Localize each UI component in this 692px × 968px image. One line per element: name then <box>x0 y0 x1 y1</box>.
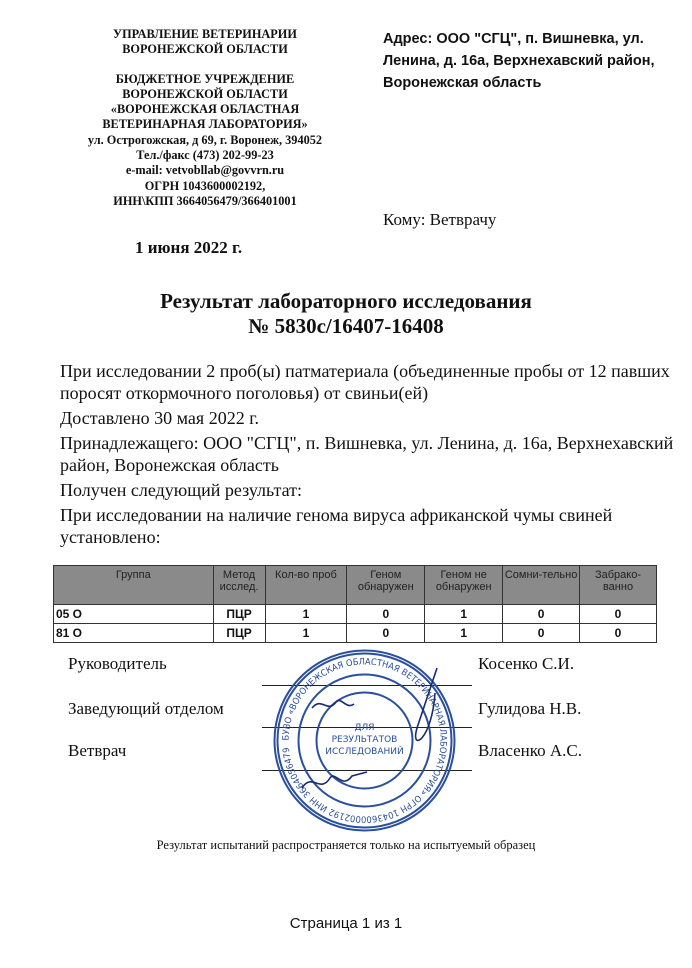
org-header-line: ул. Острогожская, д 69, г. Воронеж, 394052 <box>87 132 323 147</box>
body-text <box>60 360 675 551</box>
table-row <box>54 605 657 624</box>
table-cell: ПЦР <box>213 605 265 624</box>
document-date: 1 июня 2022 г. <box>135 238 243 257</box>
official-stamp <box>272 648 457 833</box>
title-line-2: № 5830с/16407-16408 <box>248 314 444 338</box>
org-header-line: e-mail: vetvobllab@govvrn.ru <box>125 163 285 178</box>
results-table <box>53 565 657 643</box>
table-cell: 1 <box>425 605 503 624</box>
org-header-line: ВЕТЕРИНАРНАЯ ЛАБОРАТОРИЯ» <box>102 117 308 132</box>
org-header-line: ИНН\КПП 3664056479/366401001 <box>113 193 297 208</box>
table-cell: 1 <box>265 605 347 624</box>
org-header-line: «ВОРОНЕЖСКАЯ ОБЛАСТНАЯ <box>110 102 300 117</box>
signature-role: Руководитель <box>68 654 167 673</box>
stamp-outer-text: БУВО «ВОРОНЕЖСКАЯ ОБЛАСТНАЯ ВЕТЕРИНАРНАЯ ЛАБОРАТОРИЯ» ОГРН 1043600002192 ИНН 3664056479 <box>281 657 448 824</box>
org-header-line: ВОРОНЕЖСКОЙ ОБЛАСТИ <box>122 42 288 57</box>
column-header: Забрако-ванно <box>580 566 657 605</box>
page-number: Страница 1 из 1 <box>289 915 403 932</box>
body-paragraph: При исследовании на наличие генома вируса африканской чумы свиней установлено: <box>60 505 613 547</box>
organization-header <box>50 27 360 209</box>
body-paragraph: Получен следующий результат: <box>60 480 303 500</box>
disclaimer-note: Результат испытаний распространяется только на испытуемый образец <box>156 838 536 852</box>
table-cell: 1 <box>265 624 347 643</box>
address: Адрес: ООО "СГЦ", п. Вишневка, ул. Ленина, д. 16а, Верхнехавский район, Воронежская область <box>383 31 655 91</box>
body-paragraph: Доставлено 30 мая 2022 г. <box>60 408 260 428</box>
table-cell: 81 О <box>54 624 214 643</box>
table-cell: 05 О <box>54 605 214 624</box>
table-cell: 0 <box>580 624 657 643</box>
column-header: Метод исслед. <box>213 566 265 605</box>
recipient: Кому: Ветврачу <box>383 210 497 229</box>
column-header: Геном не обнаружен <box>425 566 503 605</box>
table-cell: 0 <box>347 605 425 624</box>
signature-role: Ветврач <box>68 741 127 760</box>
org-header-line: ВОРОНЕЖСКОЙ ОБЛАСТИ <box>122 86 288 101</box>
org-header-line: ОГРН 1043600002192, <box>144 178 266 193</box>
table-cell: 1 <box>425 624 503 643</box>
table-cell: 0 <box>503 624 580 643</box>
column-header: Кол-во проб <box>265 566 347 605</box>
org-header-line: БЮДЖЕТНОЕ УЧРЕЖДЕНИЕ <box>115 71 295 86</box>
body-paragraph: Принадлежащего: ООО "СГЦ", п. Вишневка, ул. Ленина, д. 16а, Верхнехавский район, Воронежская область <box>60 433 674 475</box>
org-header-line: УПРАВЛЕНИЕ ВЕТЕРИНАРИИ <box>113 27 297 41</box>
column-header: Группа <box>54 566 214 605</box>
signature-role: Заведующий отделом <box>68 699 224 718</box>
signature-name: Гулидова Н.В. <box>478 699 582 718</box>
body-paragraph: При исследовании 2 проб(ы) патматериала (объединенные пробы от 12 павших поросят откормочного поголовья) от свиньи(ей) <box>60 361 670 403</box>
stamp-inner-text: ДЛЯ РЕЗУЛЬТАТОВ ИССЛЕДОВАНИЙ <box>325 723 404 757</box>
spacer <box>50 58 360 72</box>
column-header: Сомни-тельно <box>503 566 580 605</box>
table-row <box>54 624 657 643</box>
title-line-1: Результат лабораторного исследования <box>160 289 532 313</box>
table-cell: 0 <box>503 605 580 624</box>
column-header: Геном обнаружен <box>347 566 425 605</box>
table-cell: ПЦР <box>213 624 265 643</box>
table-cell: 0 <box>347 624 425 643</box>
document-title <box>0 289 692 339</box>
signature-name: Косенко С.И. <box>478 654 575 673</box>
table-cell: 0 <box>580 605 657 624</box>
signature-name: Власенко А.С. <box>478 741 583 760</box>
org-header-line: Тел./факс (473) 202-99-23 <box>136 148 274 163</box>
